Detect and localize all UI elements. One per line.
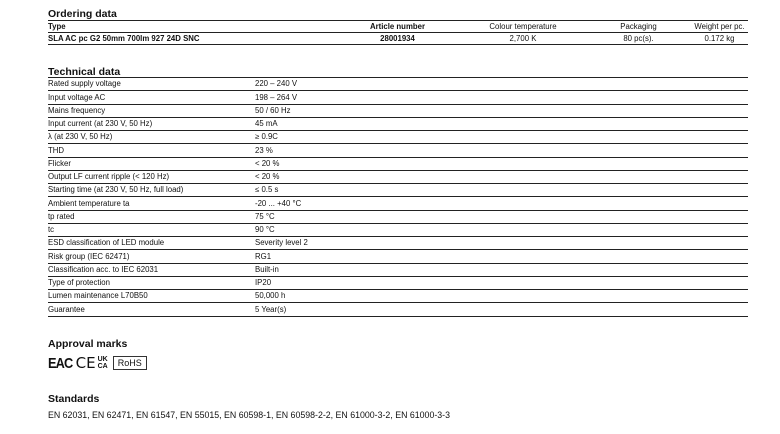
header-colour-temperature: Colour temperature <box>460 21 586 33</box>
table-row <box>48 184 748 197</box>
row-value: ≤ 0.5 s <box>255 184 748 197</box>
row-label: Flicker <box>48 157 255 170</box>
row-label: tp rated <box>48 210 255 223</box>
row-label: Lumen maintenance L70B50 <box>48 290 255 303</box>
eac-mark-icon: EAC <box>48 354 73 372</box>
standards-heading: Standards <box>48 393 100 405</box>
row-label: λ (at 230 V, 50 Hz) <box>48 131 255 144</box>
table-row <box>48 131 748 144</box>
product-type: SLA AC pc G2 50mm 700lm 927 24D SNC <box>48 33 335 45</box>
header-packaging: Packaging <box>586 21 691 33</box>
row-value: 45 mA <box>255 117 748 130</box>
table-row <box>48 250 748 263</box>
table-row <box>48 78 748 91</box>
row-label: THD <box>48 144 255 157</box>
ordering-data-heading: Ordering data <box>48 8 117 20</box>
ukca-bottom: CA <box>97 363 108 370</box>
table-row <box>48 276 748 289</box>
row-value: RG1 <box>255 250 748 263</box>
row-value: 50,000 h <box>255 290 748 303</box>
table-row <box>48 237 748 250</box>
row-label: Starting time (at 230 V, 50 Hz, full load) <box>48 184 255 197</box>
table-row <box>48 223 748 236</box>
row-value: 5 Year(s) <box>255 303 748 316</box>
table-row <box>48 263 748 276</box>
ukca-top: UK <box>97 356 108 363</box>
row-label: Input voltage AC <box>48 91 255 104</box>
row-label: Risk group (IEC 62471) <box>48 250 255 263</box>
row-label: Mains frequency <box>48 104 255 117</box>
row-value: Built-in <box>255 263 748 276</box>
row-label: Input current (at 230 V, 50 Hz) <box>48 117 255 130</box>
row-value: IP20 <box>255 276 748 289</box>
row-label: Rated supply voltage <box>48 78 255 91</box>
ordering-table <box>48 20 748 45</box>
table-row <box>48 104 748 117</box>
row-label: Classification acc. to IEC 62031 <box>48 263 255 276</box>
row-label: Type of protection <box>48 276 255 289</box>
row-value: 50 / 60 Hz <box>255 104 748 117</box>
row-value: 198 – 264 V <box>255 91 748 104</box>
table-row <box>48 157 748 170</box>
header-type: Type <box>48 21 335 33</box>
row-value: -20 ... +40 °C <box>255 197 748 210</box>
standards-list: EN 62031, EN 62471, EN 61547, EN 55015, EN 60598-1, EN 60598-2-2, EN 61000-3-2, EN 61000-3-3 <box>48 410 450 420</box>
table-row <box>48 303 748 316</box>
row-value: ≥ 0.9C <box>255 131 748 144</box>
ordering-header-row <box>48 21 748 33</box>
approval-marks-heading: Approval marks <box>48 338 128 350</box>
table-row <box>48 210 748 223</box>
ce-mark-icon: CE <box>75 354 96 372</box>
row-value: Severity level 2 <box>255 237 748 250</box>
table-row <box>48 117 748 130</box>
table-row <box>48 144 748 157</box>
table-row <box>48 170 748 183</box>
row-label: Ambient temperature ta <box>48 197 255 210</box>
rohs-mark-icon: RoHS <box>113 356 147 370</box>
colour-temperature: 2,700 K <box>460 33 586 45</box>
table-row <box>48 91 748 104</box>
table-row <box>48 290 748 303</box>
weight: 0.172 kg <box>691 33 748 45</box>
row-value: < 20 % <box>255 170 748 183</box>
article-number: 28001934 <box>335 33 460 45</box>
ordering-row <box>48 33 748 45</box>
row-value: 23 % <box>255 144 748 157</box>
approval-marks <box>48 354 147 372</box>
header-weight: Weight per pc. <box>691 21 748 33</box>
row-value: < 20 % <box>255 157 748 170</box>
ukca-mark-icon <box>98 356 108 370</box>
packaging: 80 pc(s). <box>586 33 691 45</box>
row-label: ESD classification of LED module <box>48 237 255 250</box>
row-label: Output LF current ripple (< 120 Hz) <box>48 170 255 183</box>
technical-data-heading: Technical data <box>48 66 121 78</box>
row-value: 220 – 240 V <box>255 78 748 91</box>
table-row <box>48 197 748 210</box>
technical-table <box>48 77 748 317</box>
row-label: tc <box>48 223 255 236</box>
row-value: 75 °C <box>255 210 748 223</box>
header-article-number: Article number <box>335 21 460 33</box>
row-value: 90 °C <box>255 223 748 236</box>
row-label: Guarantee <box>48 303 255 316</box>
